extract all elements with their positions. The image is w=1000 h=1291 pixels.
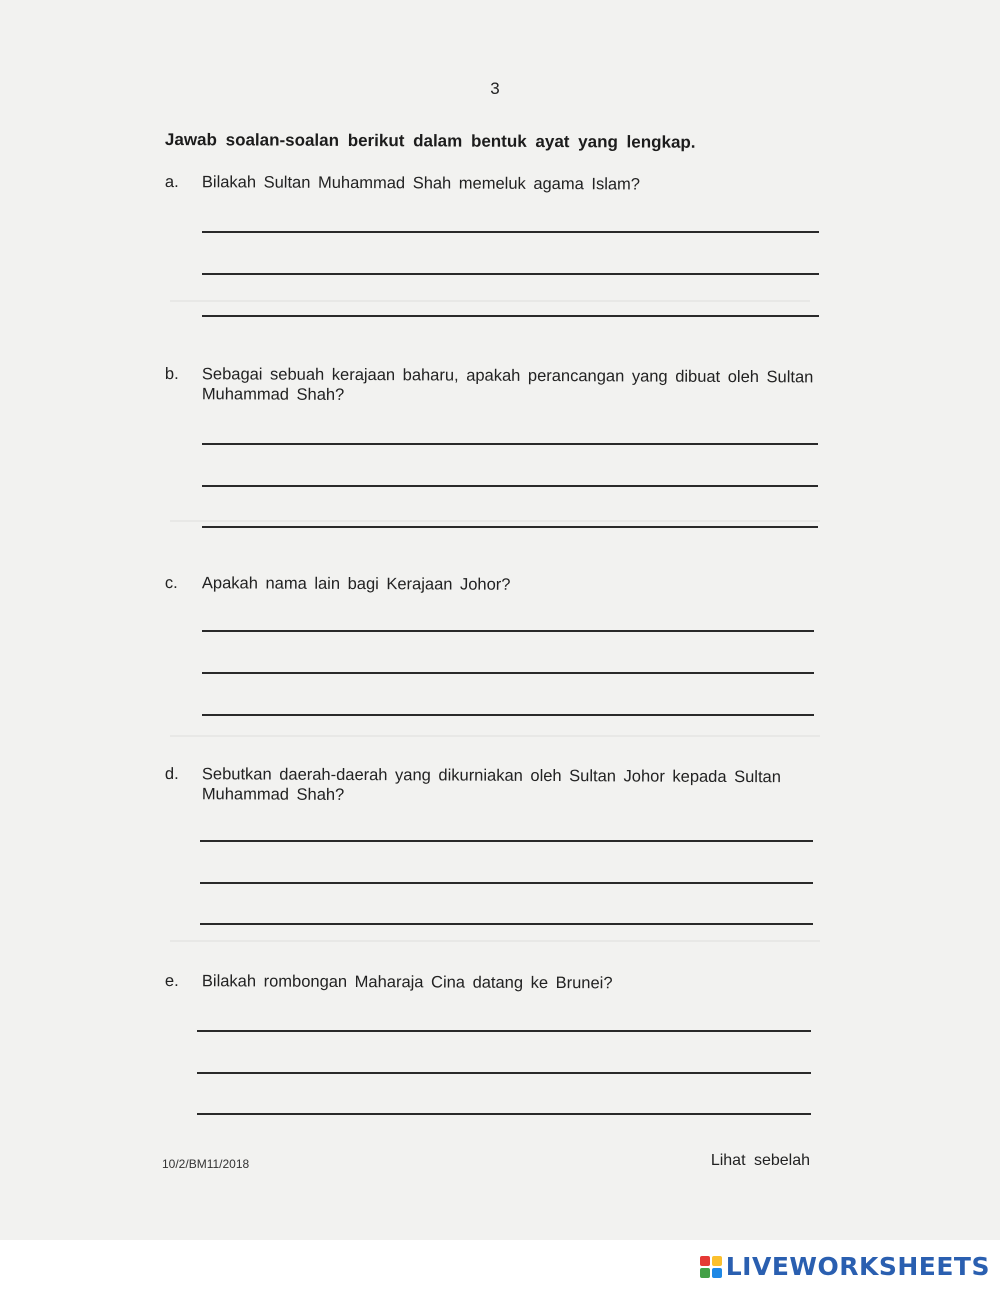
answer-line[interactable] [202, 714, 814, 716]
question-text: Bilakah Sultan Muhammad Shah memeluk agama Islam? [201, 173, 641, 194]
logo-square-blue [712, 1268, 722, 1278]
bleed-through-line [170, 520, 820, 522]
question-letter: d. [164, 765, 179, 784]
answer-line[interactable] [202, 273, 819, 275]
question-letter: e. [164, 972, 179, 991]
answer-line[interactable] [197, 1072, 811, 1074]
question-text: Bilakah rombongan Maharaja Cina datang ke Brunei? [201, 972, 613, 993]
question-text: Apakah nama lain bagi Kerajaan Johor? [201, 574, 511, 594]
answer-line[interactable] [200, 882, 813, 884]
brand-name: LIVEWORKSHEETS [725, 1252, 990, 1281]
instructions: Jawab soalan-soalan berikut dalam bentuk ayat yang lengkap. [164, 130, 696, 152]
answer-line[interactable] [202, 231, 819, 233]
answer-line[interactable] [202, 526, 818, 528]
answer-line[interactable] [202, 485, 818, 487]
answer-line[interactable] [202, 630, 814, 632]
answer-line[interactable] [197, 1113, 811, 1115]
question-a [165, 172, 825, 195]
logo-square-red [700, 1256, 710, 1266]
question-b [165, 364, 825, 407]
page-number: 3 [490, 79, 500, 98]
document-code: 10/2/BM11/2018 [162, 1157, 250, 1171]
logo-square-green [700, 1268, 710, 1278]
bleed-through-line [170, 300, 810, 302]
bleed-through-line [170, 735, 820, 737]
question-c [165, 573, 825, 596]
answer-line[interactable] [197, 1030, 811, 1032]
bleed-through-line [170, 940, 820, 942]
question-letter: c. [164, 574, 178, 593]
question-d [165, 764, 825, 807]
answer-line[interactable] [202, 443, 818, 445]
answer-line[interactable] [200, 840, 813, 842]
next-page-note: Lihat sebelah [710, 1152, 810, 1169]
liveworksheets-icon [700, 1256, 722, 1278]
question-text: Sebagai sebuah kerajaan baharu, apakah perancangan yang dibuat oleh Sultan Muhammad Shah? [201, 365, 814, 404]
answer-line[interactable] [202, 315, 819, 317]
question-letter: a. [164, 172, 179, 192]
answer-line[interactable] [202, 672, 814, 674]
liveworksheets-logo [700, 1252, 990, 1281]
logo-square-yellow [712, 1256, 722, 1266]
question-letter: b. [164, 365, 179, 384]
answer-line[interactable] [200, 923, 813, 925]
question-e [165, 971, 825, 994]
question-text: Sebutkan daerah-daerah yang dikurniakan oleh Sultan Johor kepada Sultan Muhammad Shah? [201, 765, 781, 804]
